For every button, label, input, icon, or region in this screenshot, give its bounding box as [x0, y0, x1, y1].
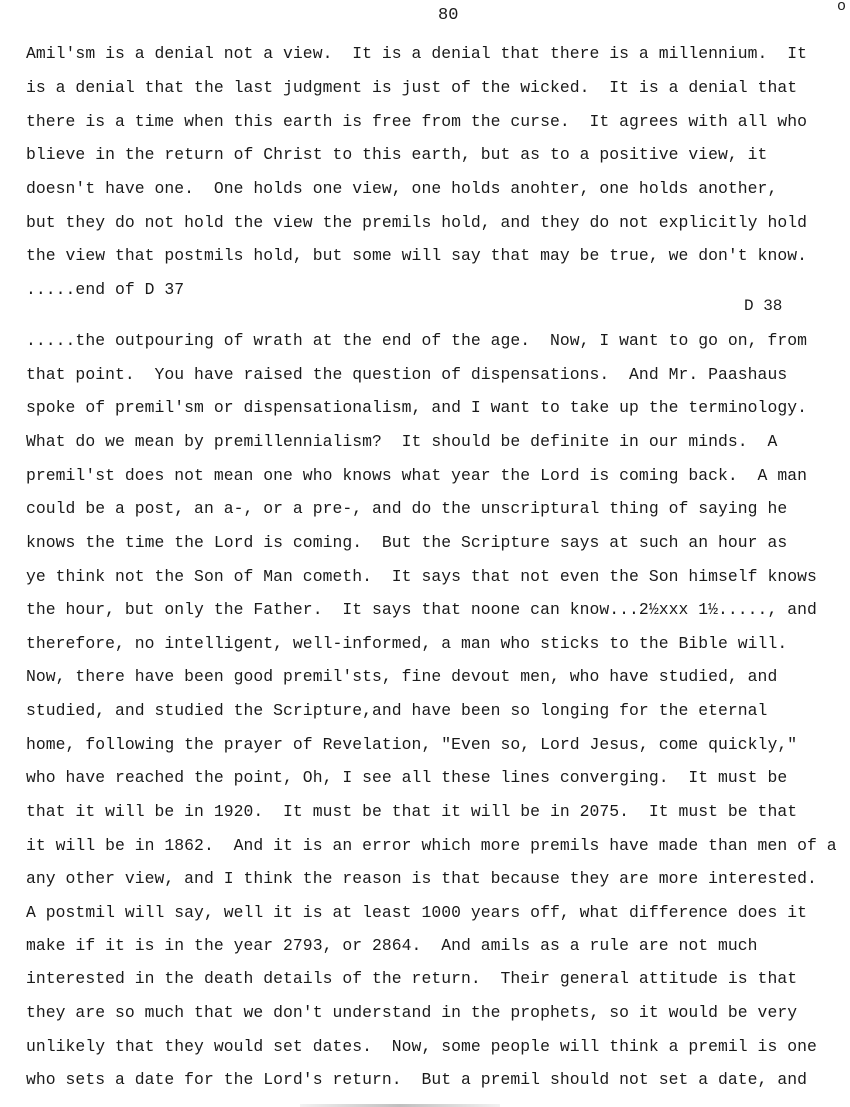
- text-line: they are so much that we don't understand in the prophets, so it would be very: [26, 1003, 798, 1022]
- text-line: doesn't have one. One holds one view, one holds anohter, one holds another,: [26, 179, 778, 198]
- text-line: the hour, but only the Father. It says that noone can know...2½xxx 1½....., and: [26, 600, 817, 619]
- text-line: spoke of premil'sm or dispensationalism, and I want to take up the terminology.: [26, 398, 807, 417]
- text-line: is a denial that the last judgment is just of the wicked. It is a denial that: [26, 78, 798, 97]
- end-of-section-marker: .....end of D 37: [26, 280, 185, 299]
- text-line: but they do not hold the view the premils hold, and they do not explicitly hold: [26, 213, 807, 232]
- text-line: who sets a date for the Lord's return. But a premil should not set a date, and: [26, 1070, 807, 1089]
- text-line: therefore, no intelligent, well-informed, a man who sticks to the Bible will.: [26, 634, 788, 653]
- text-line: that point. You have raised the question of dispensations. And Mr. Paashaus: [26, 365, 788, 384]
- text-line: that it will be in 1920. It must be that it will be in 2075. It must be that: [26, 802, 798, 821]
- text-line: the view that postmils hold, but some will say that may be true, we don't know.: [26, 246, 807, 265]
- text-line: home, following the prayer of Revelation, "Even so, Lord Jesus, come quickly,": [26, 735, 798, 754]
- text-line: any other view, and I think the reason is that because they are more interested.: [26, 869, 817, 888]
- text-line: blieve in the return of Christ to this earth, but as to a positive view, it: [26, 145, 768, 164]
- text-line: Amil'sm is a denial not a view. It is a denial that there is a millennium. It: [26, 44, 807, 63]
- text-line: unlikely that they would set dates. Now, some people will think a premil is one: [26, 1037, 817, 1056]
- text-line: ye think not the Son of Man cometh. It says that not even the Son himself knows: [26, 567, 817, 586]
- text-line: .....the outpouring of wrath at the end of the age. Now, I want to go on, from: [26, 331, 807, 350]
- text-line: there is a time when this earth is free from the curse. It agrees with all who: [26, 112, 807, 131]
- text-line: A postmil will say, well it is at least 1000 years off, what difference does it: [26, 903, 807, 922]
- text-line: could be a post, an a-, or a pre-, and do the unscriptural thing of saying he: [26, 499, 788, 518]
- page-number: 80: [438, 6, 459, 25]
- text-line: who have reached the point, Oh, I see all these lines converging. It must be: [26, 768, 788, 787]
- text-line: studied, and studied the Scripture,and have been so longing for the eternal: [26, 701, 768, 720]
- text-line: knows the time the Lord is coming. But the Scripture says at such an hour as: [26, 533, 788, 552]
- text-line: Now, there have been good premil'sts, fine devout men, who have studied, and: [26, 667, 778, 686]
- text-line: interested in the death details of the return. Their general attitude is that: [26, 969, 798, 988]
- text-line: premil'st does not mean one who knows what year the Lord is coming back. A man: [26, 466, 807, 485]
- section-label: D 38: [744, 297, 783, 315]
- text-line: make if it is in the year 2793, or 2864. And amils as a rule are not much: [26, 936, 758, 955]
- text-line: What do we mean by premillennialism? It should be definite in our minds. A: [26, 432, 778, 451]
- corner-mark: o: [836, 0, 846, 15]
- text-line: it will be in 1862. And it is an error which more premils have made than men of a: [26, 836, 837, 855]
